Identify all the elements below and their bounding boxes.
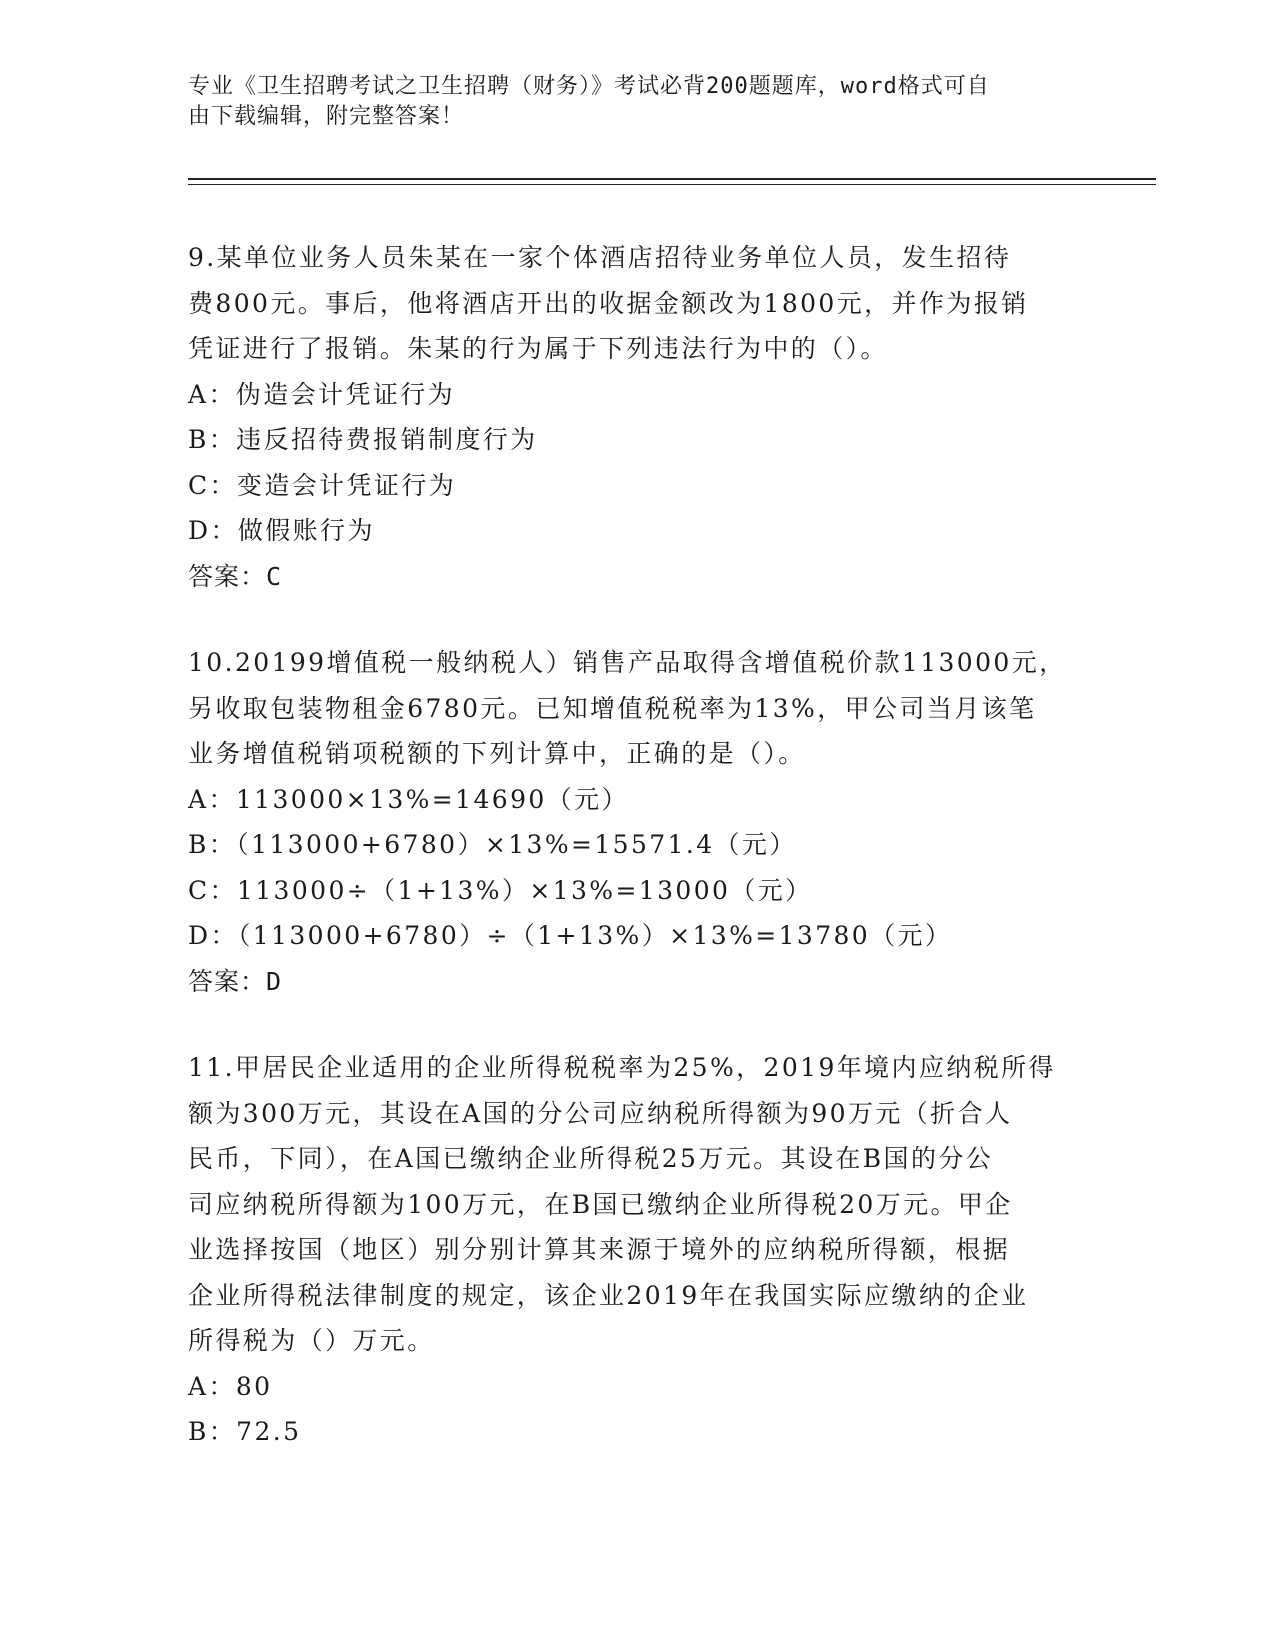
stem-line: 11.甲居民企业适用的企业所得税税率为25%，2019年境内应纳税所得 [188, 1053, 1056, 1082]
question-stem [188, 640, 1088, 777]
stem-line: 凭证进行了报销。朱某的行为属于下列违法行为中的（）。 [188, 334, 888, 363]
stem-line: 司应纳税所得额为100万元，在B国已缴纳企业所得税20万元。甲企 [188, 1189, 1013, 1219]
answer-line: 答案：D [188, 966, 283, 996]
header-line-2: 由下载编辑，附完整答案！ [188, 104, 465, 129]
option-d: D：（113000+6780）÷（1+13%）×13%=13780（元） [188, 921, 953, 950]
stem-line: 业选择按国（地区）别分别计算其来源于境外的应纳税所得额，根据 [188, 1235, 1011, 1264]
stem-line: 另收取包装物租金6780元。已知增值税税率为13%，甲公司当月该笔 [188, 693, 1037, 723]
stem-line: 企业所得税法律制度的规定，该企业2019年在我国实际应缴纳的企业 [188, 1280, 1029, 1310]
stem-line: 费800元。事后，他将酒店开出的收据金额改为1800元，并作为报销 [188, 288, 1029, 318]
stem-line: 9.某单位业务人员朱某在一家个体酒店招待业务单位人员，发生招待 [188, 243, 1012, 272]
option-a: A：伪造会计凭证行为 [188, 379, 456, 409]
stem-line: 额为300万元，其设在A国的分公司应纳税所得额为90万元（折合人 [188, 1098, 1013, 1128]
question-10 [188, 640, 1088, 1004]
header-rule-thin [188, 184, 1156, 185]
option-b: B：违反招待费报销制度行为 [188, 425, 538, 454]
answer-line: 答案：C [188, 561, 283, 591]
option-c: C：变造会计凭证行为 [188, 470, 457, 500]
questions-list [188, 235, 1088, 1496]
question-9 [188, 235, 1088, 599]
option-d: D：做假账行为 [188, 516, 375, 545]
header-rule-thick [188, 178, 1156, 180]
option-b: B：72.5 [188, 1417, 302, 1446]
stem-line: 所得税为（）万元。 [188, 1326, 435, 1355]
option-a: A：80 [188, 1371, 273, 1401]
header-line-1: 专业《卫生招聘考试之卫生招聘（财务）》考试必背200题题库，word格式可自 [188, 74, 990, 99]
option-b: B：（113000+6780）×13%=15571.4（元） [188, 830, 797, 859]
stem-line: 民币，下同），在A国已缴纳企业所得税25万元。其设在B国的分公 [188, 1144, 994, 1173]
stem-line: 业务增值税销项税额的下列计算中，正确的是（）。 [188, 739, 806, 768]
document-header [188, 72, 1068, 132]
question-11 [188, 1045, 1088, 1455]
option-a: A：113000×13%=14690（元） [188, 784, 629, 814]
question-stem [188, 235, 1088, 372]
question-stem [188, 1045, 1088, 1364]
stem-line: 10.20199增值税一般纳税人）销售产品取得含增值税价款113000元， [188, 648, 1067, 677]
option-c: C：113000÷（1+13%）×13%=13000（元） [188, 875, 813, 905]
